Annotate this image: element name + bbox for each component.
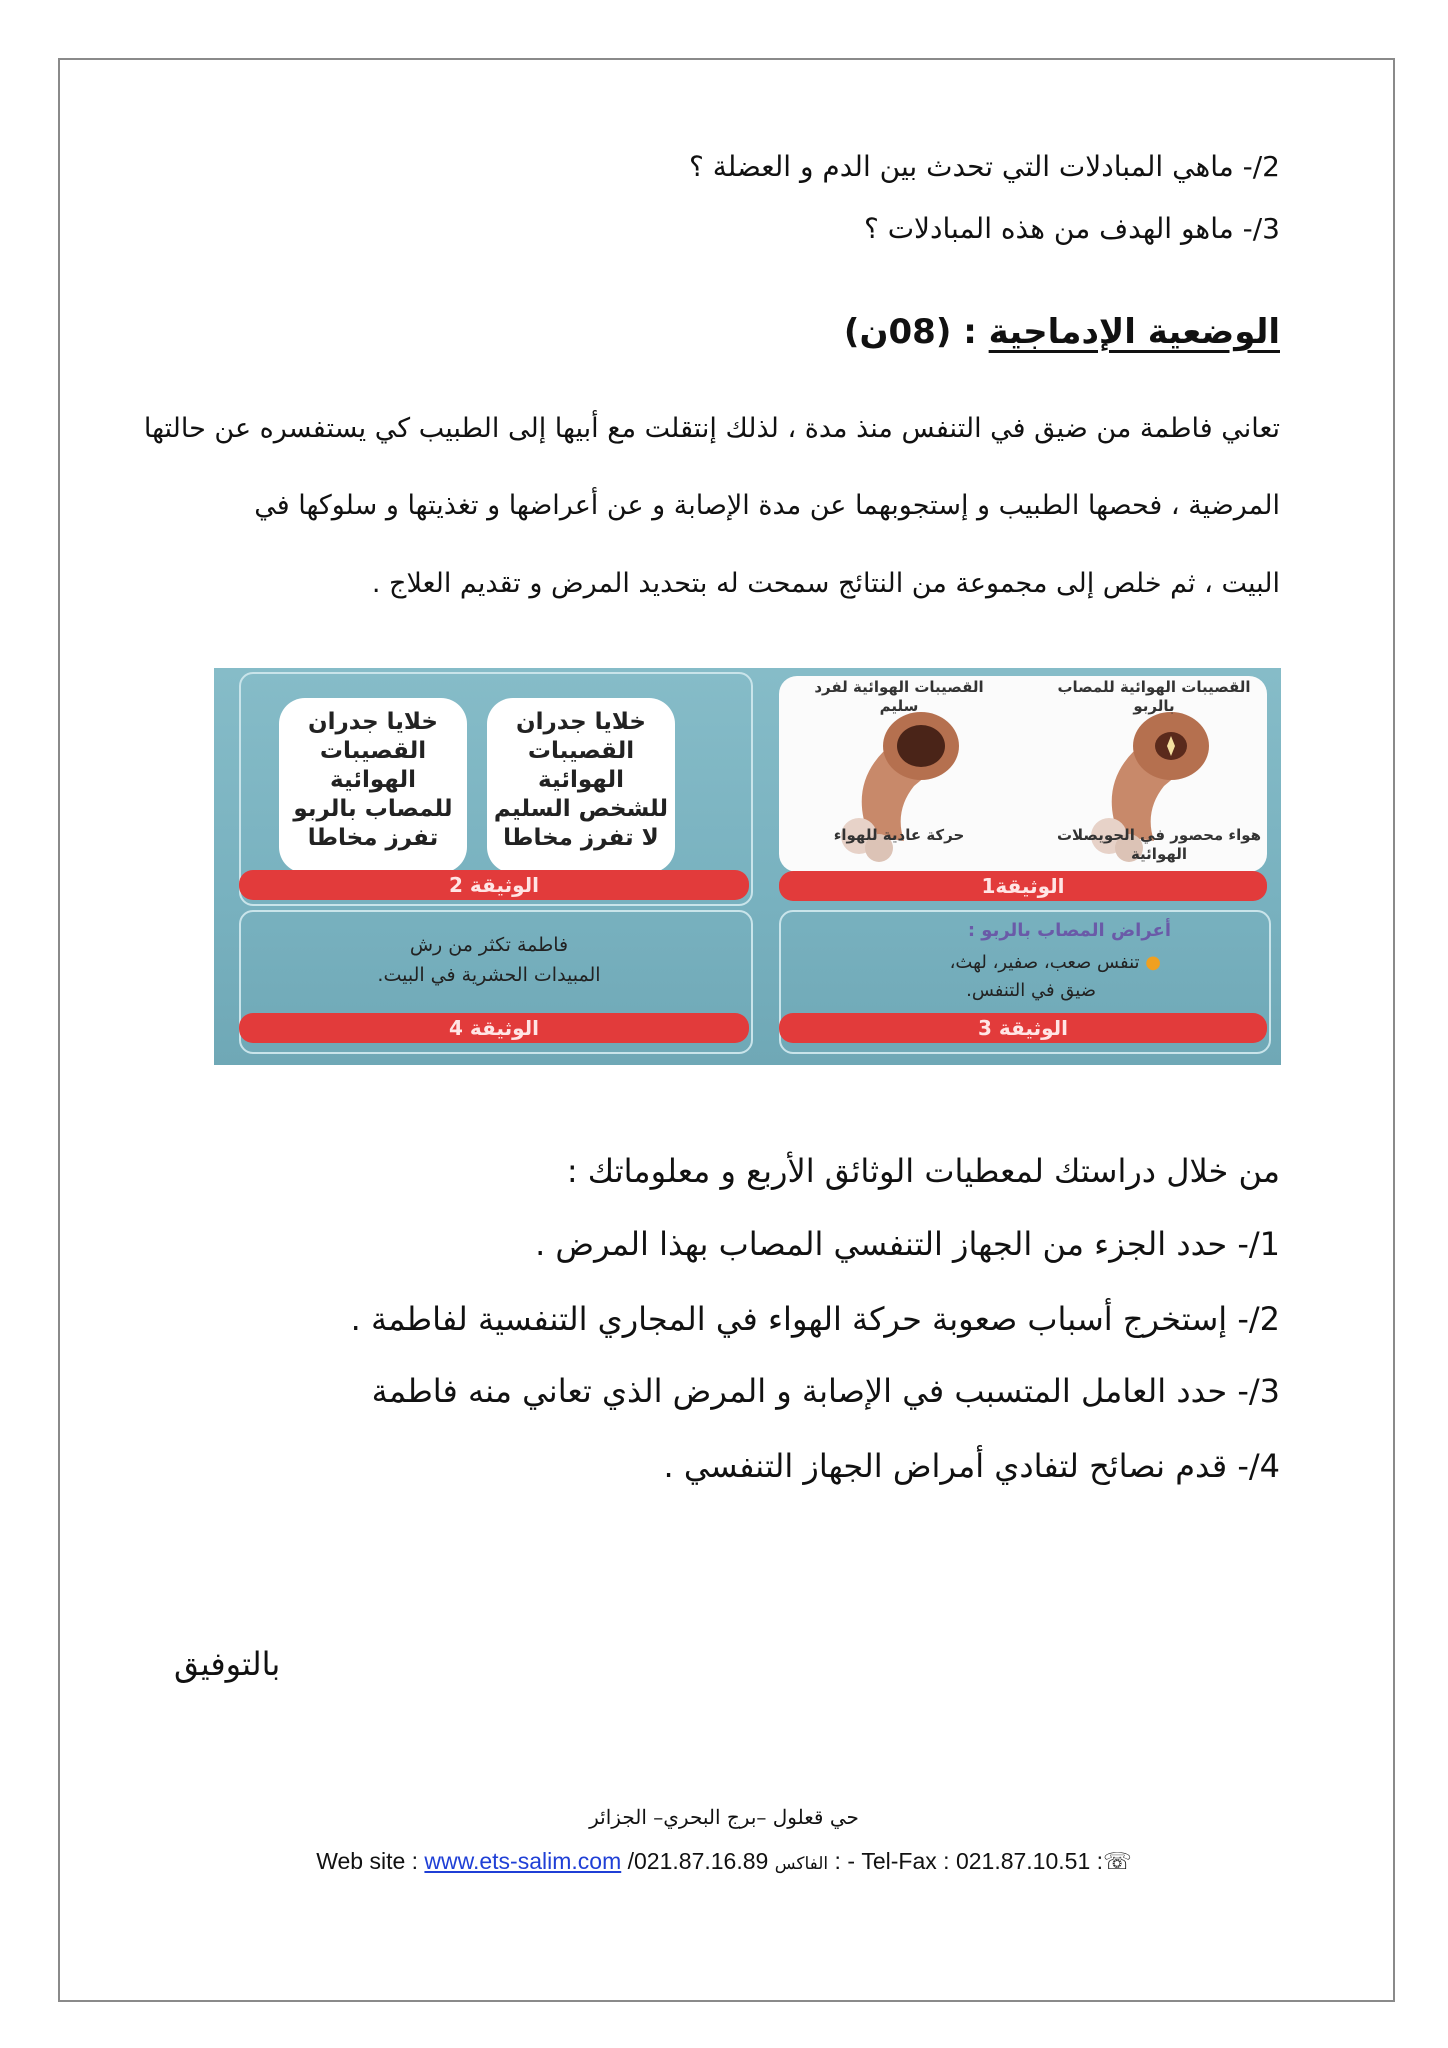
doc2-asthma-line-2: القصيبات	[319, 738, 427, 764]
doc2-healthy-line-2: القصيبات	[527, 738, 635, 764]
bullet-icon: ●	[1139, 952, 1161, 973]
question-2: 2/- ماهي المبادلات التي تحدث بين الدم و العضلة ؟	[688, 150, 1280, 183]
section-points: (08ن)	[843, 312, 952, 352]
doc3-line-2: ضيق في التنفس.	[966, 980, 1096, 1001]
doc1-healthy-label: القصيبات الهوائية لفرد سليم	[814, 678, 984, 715]
footer-website-label: Web site :	[316, 1848, 425, 1874]
doc3-line-1	[801, 950, 1161, 976]
documents-figure	[214, 668, 1281, 1065]
doc2-asthma-line-1: خلايا جدران	[308, 709, 438, 735]
doc2-asthma-line-5: تفرز مخاطا	[307, 825, 439, 851]
question-3: 3/- ماهو الهدف من هذه المبادلات ؟	[863, 212, 1280, 245]
doc1-normal-air-label: حركة عادية للهواء	[833, 826, 965, 844]
doc2-healthy-line-1: خلايا جدران	[516, 709, 646, 735]
footer-address: حي قعلول –برج البحري– الجزائر	[589, 1805, 859, 1829]
doc4-label-bar: الوثيقة 4	[239, 1013, 749, 1043]
paragraph-line-2: المرضية ، فحصها الطبيب و إستجوبهما عن مدة الإصابة و عن أعراضها و تغذيتها و سلوكها في	[254, 490, 1280, 521]
doc3-line-1-text: تنفس صعب، صفير، لهث،	[949, 952, 1140, 973]
doc3-label-bar: الوثيقة 3	[779, 1013, 1267, 1043]
phone-icon: ☏	[1103, 1848, 1132, 1874]
doc2-asthma-bubble	[279, 698, 467, 873]
closing-text: بالتوفيق	[174, 1645, 281, 1683]
doc4-line-1: فاطمة تكثر من رش	[409, 934, 569, 956]
doc2-healthy-line-4: للشخص السليم	[493, 796, 669, 822]
task-4: 4/- قدم نصائح لتفادي أمراض الجهاز التنفسي .	[663, 1447, 1280, 1485]
doc2-asthma-line-4: للمصاب بالربو	[293, 796, 453, 822]
paragraph-line-3: البيت ، ثم خلص إلى مجموعة من النتائج سمحت له بتحديد المرض و تقديم العلاج .	[371, 568, 1280, 599]
doc2-asthma-line-3: الهوائية	[330, 767, 416, 793]
doc3-heading: أعراض المصاب بالربو :	[967, 920, 1171, 941]
section-title	[844, 312, 1280, 352]
website-link[interactable]: www.ets-salim.com	[424, 1848, 622, 1874]
doc1-asthma-label: القصيبات الهوائية للمصاب بالربو	[1057, 678, 1251, 715]
paragraph-line-1: تعاني فاطمة من ضيق في التنفس منذ مدة ، لذلك إنتقلت مع أبيها إلى الطبيب كي يستفسره عن حالتها	[143, 413, 1280, 444]
footer-fax-number: /021.87.16.89	[627, 1848, 769, 1874]
doc1-trapped-air-label: هواء محصور في الحويصلات الهوائية	[1056, 826, 1262, 863]
section-title-separator: :	[951, 312, 989, 352]
task-2: 2/- إستخرج أسباب صعوبة حركة الهواء في المجاري التنفسية لفاطمة .	[350, 1300, 1280, 1338]
footer-fax-label: الفاكس	[774, 1854, 829, 1874]
tasks-intro: من خلال دراستك لمعطيات الوثائق الأربع و معلوماتك :	[566, 1152, 1280, 1190]
footer-tel-fax: : - Tel-Fax : 021.87.10.51 :	[834, 1848, 1104, 1874]
doc2-healthy-bubble	[487, 698, 675, 873]
footer-contact	[0, 1848, 1448, 1875]
doc1-label-bar: الوثيقة1	[779, 871, 1267, 901]
task-1: 1/- حدد الجزء من الجهاز التنفسي المصاب بهذا المرض .	[535, 1225, 1280, 1263]
doc2-healthy-line-3: الهوائية	[538, 767, 624, 793]
doc2-healthy-line-5: لا تفرز مخاطا	[503, 825, 659, 851]
doc4-line-2: المبيدات الحشرية في البيت.	[377, 964, 601, 986]
section-title-text: الوضعية الإدماجية	[988, 312, 1280, 352]
doc2-label-bar: الوثيقة 2	[239, 870, 749, 900]
task-3: 3/- حدد العامل المتسبب في الإصابة و المرض الذي تعاني منه فاطمة	[371, 1372, 1280, 1410]
